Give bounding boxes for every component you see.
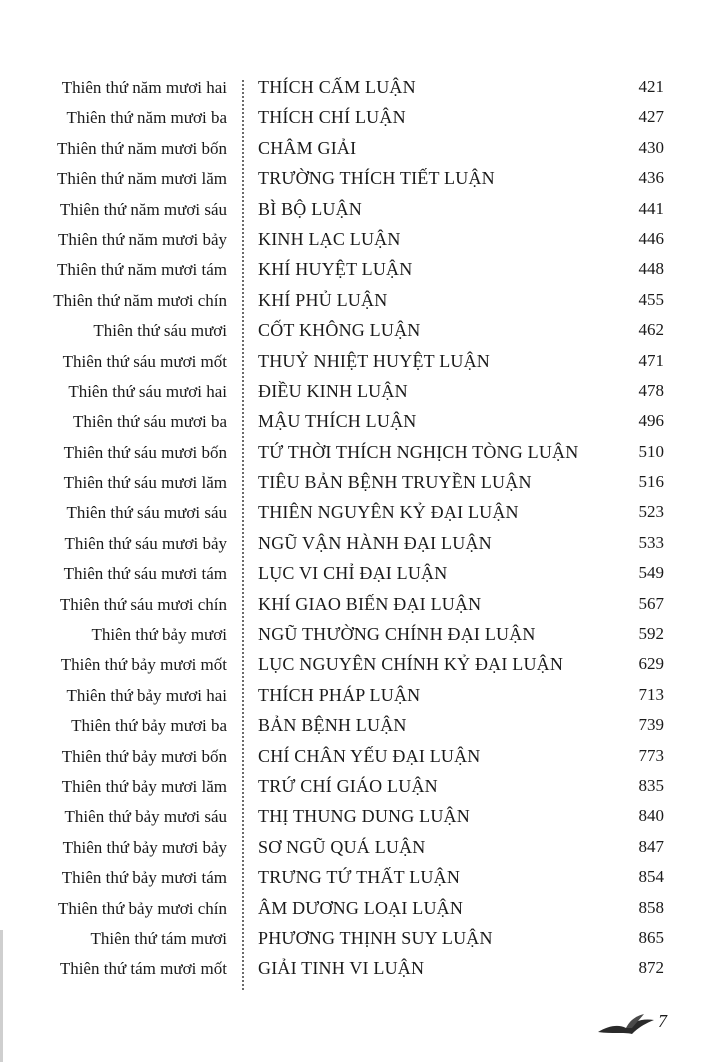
toc-entry	[0, 773, 719, 803]
toc-entry	[0, 864, 719, 894]
toc-entry	[0, 408, 719, 438]
chapter-label: Thiên thứ sáu mươi bảy	[64, 533, 227, 553]
chapter-title: ÂM DƯƠNG LOẠI LUẬN	[258, 897, 464, 918]
chapter-title: THÍCH CHÍ LUẬN	[258, 107, 406, 128]
page-number: 455	[638, 289, 664, 309]
chapter-label: Thiên thứ sáu mươi hai	[68, 381, 227, 401]
chapter-title: PHƯƠNG THỊNH SUY LUẬN	[258, 927, 493, 948]
page-number: 592	[638, 624, 664, 644]
chapter-title: ĐIỀU KINH LUẬN	[258, 380, 408, 401]
page-number: 847	[638, 836, 664, 856]
toc-entry	[0, 712, 719, 742]
page-number: 865	[638, 927, 664, 947]
chapter-label: Thiên thứ bảy mươi bốn	[61, 746, 227, 766]
chapter-title: CHÂM GIẢI	[258, 137, 357, 158]
chapter-title: GIẢI TINH VI LUẬN	[258, 958, 425, 979]
toc-entry	[0, 834, 719, 864]
chapter-title: THỊ THUNG DUNG LUẬN	[258, 806, 470, 827]
chapter-title: TRƯNG TỨ THẤT LUẬN	[258, 867, 461, 888]
chapter-title: BẢN BỆNH LUẬN	[258, 715, 407, 736]
chapter-label: Thiên thứ bảy mươi chín	[57, 898, 227, 918]
page-number: 478	[638, 380, 664, 400]
toc-entry	[0, 955, 719, 985]
toc-entry	[0, 104, 719, 134]
toc-entry	[0, 74, 719, 104]
page-number: 441	[638, 198, 664, 218]
chapter-label: Thiên thứ năm mươi bốn	[56, 138, 227, 158]
chapter-title: KHÍ HUYỆT LUẬN	[258, 259, 413, 280]
chapter-title: NGŨ THƯỜNG CHÍNH ĐẠI LUẬN	[258, 624, 536, 645]
chapter-title: THUỶ NHIỆT HUYỆT LUẬN	[258, 350, 491, 371]
chapter-title: LỤC NGUYÊN CHÍNH KỶ ĐẠI LUẬN	[258, 654, 564, 675]
page-number: 840	[638, 806, 664, 826]
chapter-label: Thiên thứ năm mươi chín	[53, 290, 227, 310]
toc-entry	[0, 591, 719, 621]
chapter-title: CỐT KHÔNG LUẬN	[258, 320, 421, 341]
toc-entry	[0, 743, 719, 773]
chapter-title: TỨ THỜI THÍCH NGHỊCH TÒNG LUẬN	[258, 441, 579, 462]
chapter-title: TRƯỜNG THÍCH TIẾT LUẬN	[258, 168, 495, 189]
toc-entry	[0, 499, 719, 529]
page-number: 462	[638, 320, 664, 340]
page-number: 835	[638, 775, 664, 795]
chapter-title: MẬU THÍCH LUẬN	[258, 411, 417, 432]
toc-entry	[0, 925, 719, 955]
toc-entry	[0, 348, 719, 378]
chapter-label: Thiên thứ năm mươi hai	[61, 78, 227, 97]
toc-entry	[0, 560, 719, 590]
page-number: 471	[638, 350, 664, 370]
chapter-label: Thiên thứ sáu mươi ba	[73, 412, 227, 432]
page-number: 854	[638, 867, 664, 887]
toc-entry	[0, 803, 719, 833]
page-number: 739	[638, 715, 664, 735]
page-number: 549	[638, 563, 664, 583]
page-number: 427	[638, 107, 664, 127]
toc-entry	[0, 378, 719, 408]
chapter-label: Thiên thứ bảy mươi	[91, 625, 227, 645]
toc-entry	[0, 317, 719, 347]
chapter-label: Thiên thứ bảy mươi mốt	[60, 655, 227, 675]
toc-entry	[0, 530, 719, 560]
chapter-title: BÌ BỘ LUẬN	[258, 198, 362, 219]
toc-entry	[0, 287, 719, 317]
toc-entry	[0, 135, 719, 165]
toc-entry	[0, 895, 719, 925]
page-number: 496	[638, 411, 664, 431]
toc-entry	[0, 196, 719, 226]
toc-entry	[0, 621, 719, 651]
chapter-label: Thiên thứ năm mươi tám	[57, 260, 227, 280]
toc-entry	[0, 469, 719, 499]
chapter-title: THIÊN NGUYÊN KỶ ĐẠI LUẬN	[258, 502, 519, 523]
page-number: 516	[638, 472, 664, 492]
chapter-label: Thiên thứ sáu mươi chín	[59, 594, 227, 614]
chapter-title: THÍCH CẤM LUẬN	[258, 77, 416, 97]
table-of-contents	[0, 74, 719, 986]
chapter-label: Thiên thứ sáu mươi mốt	[62, 351, 227, 371]
page-number: 421	[638, 77, 664, 96]
chapter-title: TRỨ CHÍ GIÁO LUẬN	[258, 775, 438, 796]
chapter-label: Thiên thứ bảy mươi lăm	[61, 776, 227, 796]
chapter-title: NGŨ VẬN HÀNH ĐẠI LUẬN	[258, 532, 492, 553]
page-number: 858	[638, 897, 664, 917]
page-number: 510	[638, 441, 664, 461]
toc-entry	[0, 439, 719, 469]
chapter-label: Thiên thứ sáu mươi sáu	[66, 503, 227, 523]
chapter-label: Thiên thứ sáu mươi tám	[63, 564, 227, 584]
chapter-label: Thiên thứ bảy mươi ba	[71, 716, 227, 736]
toc-entry	[0, 226, 719, 256]
chapter-label: Thiên thứ bảy mươi sáu	[64, 807, 227, 827]
bird-ornament-icon	[596, 1010, 656, 1040]
toc-entry	[0, 651, 719, 681]
chapter-label: Thiên thứ bảy mươi hai	[66, 685, 227, 705]
page-number: 430	[638, 137, 664, 157]
chapter-label: Thiên thứ bảy mươi bảy	[62, 837, 227, 857]
toc-entry	[0, 165, 719, 195]
chapter-label: Thiên thứ bảy mươi tám	[61, 868, 227, 888]
chapter-title: KHÍ GIAO BIẾN ĐẠI LUẬN	[258, 593, 482, 614]
page-number: 872	[638, 958, 664, 978]
chapter-label: Thiên thứ sáu mươi bốn	[63, 442, 227, 462]
toc-entry	[0, 682, 719, 712]
chapter-label: Thiên thứ sáu mươi	[93, 321, 227, 341]
page-number: 713	[638, 684, 664, 704]
footer-page-number: 7	[658, 1011, 667, 1031]
chapter-title: LỤC VI CHỈ ĐẠI LUẬN	[258, 563, 448, 584]
chapter-label: Thiên thứ sáu mươi lăm	[63, 473, 227, 493]
chapter-label: Thiên thứ tám mươi	[90, 928, 227, 948]
chapter-label: Thiên thứ năm mươi ba	[66, 108, 227, 128]
page-number: 436	[638, 168, 664, 188]
page-number: 773	[638, 745, 664, 765]
chapter-label: Thiên thứ tám mươi mốt	[59, 959, 227, 979]
page-number: 629	[638, 654, 664, 674]
toc-entry	[0, 256, 719, 286]
page-number: 533	[638, 532, 664, 552]
page-number: 446	[638, 228, 664, 248]
chapter-title: KINH LẠC LUẬN	[258, 228, 401, 249]
chapter-title: CHÍ CHÂN YẾU ĐẠI LUẬN	[258, 745, 481, 766]
page-number: 523	[638, 502, 664, 522]
page-number: 448	[638, 259, 664, 279]
page-number: 567	[638, 593, 664, 613]
chapter-title: KHÍ PHỦ LUẬN	[258, 289, 388, 310]
chapter-title: SƠ NGŨ QUÁ LUẬN	[258, 836, 426, 857]
chapter-title: TIÊU BẢN BỆNH TRUYỀN LUẬN	[258, 472, 532, 493]
chapter-label: Thiên thứ năm mươi lăm	[57, 169, 227, 189]
chapter-label: Thiên thứ năm mươi sáu	[59, 199, 227, 219]
chapter-title: THÍCH PHÁP LUẬN	[258, 684, 421, 705]
chapter-label: Thiên thứ năm mươi bảy	[57, 229, 227, 249]
